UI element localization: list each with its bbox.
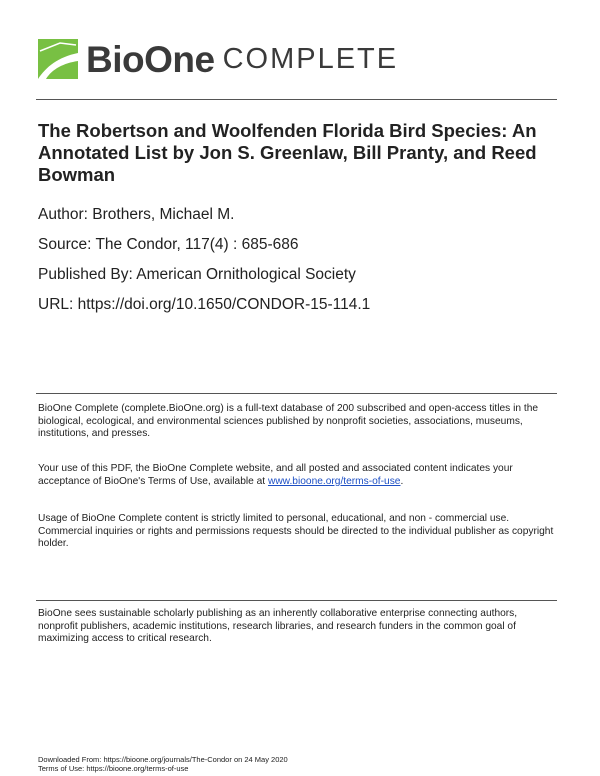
- terms-text: Your use of this PDF, the BioOne Complete website, and all posted and associated content indicates your acceptance of BioOne's Terms of Use, available at: [38, 463, 513, 487]
- terms-of-use-link[interactable]: www.bioone.org/terms-of-use: [267, 475, 401, 487]
- footer-downloaded: Downloaded From: https://bioone.org/journals/The-Condor on 24 May 2020: [38, 755, 288, 764]
- bioone-logo: [38, 38, 398, 80]
- logo-brand-text: BioOne: [86, 38, 215, 80]
- article-publisher: Published By: American Ornithological Society: [38, 266, 356, 283]
- header-divider: [36, 99, 557, 100]
- article-author: Author: Brothers, Michael M.: [38, 206, 235, 223]
- terms-notice: [38, 463, 558, 488]
- article-url[interactable]: URL: https://doi.org/10.1650/CONDOR-15-114.1: [38, 296, 371, 313]
- article-title: The Robertson and Woolfenden Florida Bird Species: An Annotated List by Jon S. Greenlaw, Bill Pranty, and Reed Bowman: [38, 120, 537, 185]
- mission-notice: BioOne sees sustainable scholarly publishing as an inherently collaborative enterprise connecting authors, nonprofit publishers, academic institutions, research libraries, and research funders in the common goal of maximizing access to critical research.: [38, 608, 518, 644]
- mission-divider: [36, 600, 557, 601]
- footer-terms: Terms of Use: https://bioone.org/terms-of-use: [38, 764, 189, 773]
- about-notice: BioOne Complete (complete.BioOne.org) is a full-text database of 200 subscribed and open-access titles in the biological, ecological, and environmental sciences published by nonprofit societies, associations, museums, institutions, and presses.: [38, 403, 539, 439]
- bioone-leaf-icon: [38, 39, 78, 79]
- logo-product-text: COMPLETE: [222, 42, 399, 75]
- article-source: Source: The Condor, 117(4) : 685-686: [38, 236, 299, 253]
- usage-notice: Usage of BioOne Complete content is strictly limited to personal, educational, and non - commercial use. Commercial inquiries or rights and permissions requests should be directed to the individual publisher as copyright holder.: [38, 513, 554, 549]
- terms-period: .: [400, 475, 404, 487]
- notices-divider: [36, 393, 557, 394]
